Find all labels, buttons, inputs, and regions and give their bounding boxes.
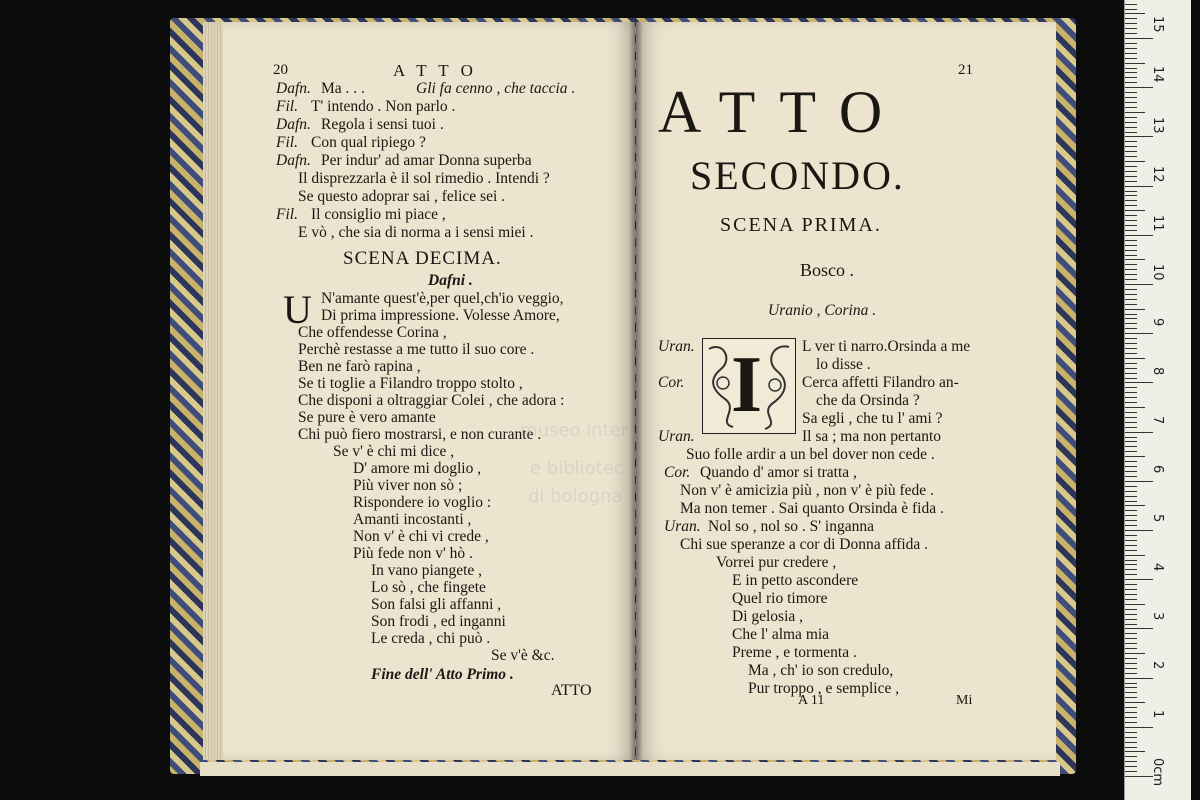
- ruler-tick: [1125, 761, 1137, 762]
- ruler-tick: [1125, 63, 1145, 64]
- ruler-tick: [1125, 501, 1137, 502]
- ruler-tick: [1125, 604, 1145, 605]
- speaker: Fil.: [276, 98, 298, 115]
- act-title: ATTO: [658, 79, 907, 145]
- ruler-tick: [1125, 122, 1137, 123]
- ruler-tick: [1125, 437, 1137, 438]
- signature-mark: A 11: [798, 693, 825, 708]
- ruler-tick: [1125, 525, 1137, 526]
- page-edge: [203, 22, 223, 760]
- scene-heading: SCENA DECIMA.: [343, 248, 502, 269]
- ruler-tick: [1125, 18, 1137, 19]
- watermark-line: e bibliotec: [530, 458, 624, 479]
- ruler-tick: [1125, 112, 1145, 113]
- verse-line: Se ti toglie a Filandro troppo stolto ,: [298, 375, 523, 392]
- ruler-tick: [1125, 141, 1137, 142]
- ruler-tick: [1125, 727, 1153, 728]
- ruler-tick: [1125, 476, 1137, 477]
- ruler-tick: [1125, 156, 1137, 157]
- ruler-tick: [1125, 589, 1137, 590]
- line-text: Che l' alma mia: [732, 626, 830, 643]
- ruler-tick: [1125, 181, 1137, 182]
- ruler-tick: [1125, 33, 1137, 34]
- verse-line: Chi può fiero mostrarsi, e non curante .: [298, 426, 542, 443]
- stage-direction: Gli fa cenno , che taccia .: [416, 80, 576, 97]
- ruler-tick: [1125, 422, 1137, 423]
- ruler-tick: [1125, 363, 1137, 364]
- line-text: Il consiglio mi piace ,: [311, 206, 446, 223]
- ruler-tick: [1125, 569, 1137, 570]
- ruler-tick: [1125, 427, 1137, 428]
- ruler-tick: [1125, 461, 1137, 462]
- speaker: Dafn.: [276, 116, 311, 133]
- drop-cap: U: [283, 287, 312, 332]
- scene-heading: SCENA PRIMA.: [720, 214, 882, 236]
- ruler-tick: [1125, 515, 1137, 516]
- line-text: Quando d' amor si tratta ,: [700, 464, 857, 481]
- speaker: Dafn.: [276, 80, 311, 97]
- verse-line: Amanti incostanti ,: [353, 511, 472, 528]
- characters: Uranio , Corina .: [768, 302, 877, 319]
- ruler-tick: [1125, 318, 1137, 319]
- line-text: Non v' è amicizia più , non v' è più fede .: [680, 482, 934, 499]
- ruler-tick: [1125, 132, 1137, 133]
- speaker: Cor.: [658, 374, 685, 391]
- line-text: Suo folle ardir a un bel dover non cede .: [686, 446, 935, 463]
- ruler-tick: [1125, 43, 1137, 44]
- ruler-tick: [1125, 92, 1137, 93]
- watermark-line: museo inter: [520, 420, 629, 441]
- ruler-tick: [1125, 594, 1137, 595]
- verse-line: Le creda , chi può .: [371, 630, 491, 647]
- ruler-tick: [1125, 747, 1137, 748]
- measurement-ruler: [1124, 0, 1191, 800]
- ruler-tick: [1125, 491, 1137, 492]
- ruler-tick: [1125, 68, 1137, 69]
- catchword: ATTO: [551, 682, 592, 699]
- verse-line: Che disponi a oltraggiar Colei , che adora :: [298, 392, 565, 409]
- line-text: Nol so , nol so . S' inganna: [708, 518, 874, 535]
- ruler-tick: [1125, 471, 1137, 472]
- line-text: Di gelosia ,: [732, 608, 804, 625]
- ruler-tick: [1125, 245, 1137, 246]
- ruler-tick: [1125, 378, 1137, 379]
- speaker: Uran.: [664, 518, 701, 535]
- ruler-tick: [1125, 255, 1137, 256]
- ruler-number: 1: [1150, 710, 1165, 719]
- ruler-tick: [1125, 269, 1137, 270]
- ruler-tick: [1125, 407, 1145, 408]
- ruler-tick: [1125, 353, 1137, 354]
- ruler-tick: [1125, 117, 1137, 118]
- ruler-number: 15: [1150, 16, 1165, 33]
- page-number: 21: [958, 62, 973, 78]
- ruler-number: 12: [1150, 166, 1165, 183]
- verse-line: In vano piangete ,: [371, 562, 483, 579]
- ruler-tick: [1125, 382, 1153, 383]
- ruler-tick: [1125, 294, 1137, 295]
- page-number: 20: [273, 62, 288, 78]
- ruler-tick: [1125, 658, 1137, 659]
- verse-line: Perchè restasse a me tutto il suo core .: [298, 341, 535, 358]
- ruler-tick: [1125, 215, 1137, 216]
- verse-line: Più fede non v' hò .: [353, 545, 473, 562]
- ruler-tick: [1125, 776, 1153, 777]
- ruler-tick: [1125, 441, 1137, 442]
- ruler-tick: [1125, 653, 1145, 654]
- end-of-act-note: Fine dell' Atto Primo .: [371, 666, 514, 683]
- line-text: Pur troppo , e semplice ,: [748, 680, 900, 697]
- ruler-tick: [1125, 732, 1137, 733]
- ruler-tick: [1125, 417, 1137, 418]
- ruler-tick: [1125, 456, 1145, 457]
- act-number: SECONDO.: [690, 153, 905, 198]
- ruler-tick: [1125, 692, 1137, 693]
- ruler-tick: [1125, 619, 1137, 620]
- ruler-tick: [1125, 289, 1137, 290]
- ruler-tick: [1125, 737, 1137, 738]
- line-text: Vorrei pur credere ,: [716, 554, 837, 571]
- line-text: Preme , e tormenta .: [732, 644, 857, 661]
- ruler-tick: [1125, 481, 1153, 482]
- ruler-tick: [1125, 599, 1137, 600]
- verse-line: Ben ne farò rapina ,: [298, 358, 421, 375]
- ruler-tick: [1125, 358, 1145, 359]
- ruler-tick: [1125, 97, 1137, 98]
- verse-line: D' amore mi doglio ,: [353, 460, 482, 477]
- line-text: E in petto ascondere: [732, 572, 859, 589]
- line-text: Cerca affetti Filandro an-: [802, 374, 959, 391]
- ruler-number: 8: [1150, 367, 1165, 376]
- ruler-tick: [1125, 176, 1137, 177]
- ruler-tick: [1125, 668, 1137, 669]
- speaker: Fil.: [276, 134, 298, 151]
- verse-line: Son frodi , ed inganni: [371, 613, 506, 630]
- ruler-tick: [1125, 687, 1137, 688]
- setting: Bosco .: [800, 260, 854, 280]
- line-text: Il disprezzarla è il sol rimedio . Intendi ?: [298, 170, 550, 187]
- ruler-unit-label: 0cm: [1150, 758, 1165, 787]
- ruler-tick: [1125, 722, 1137, 723]
- ruler-tick: [1125, 466, 1137, 467]
- watermark-line: di bologna: [528, 486, 623, 507]
- ruler-tick: [1125, 77, 1137, 78]
- ruler-tick: [1125, 235, 1153, 236]
- line-text: L ver ti narro.Orsinda a me: [802, 338, 971, 355]
- ruler-tick: [1125, 53, 1137, 54]
- book-gutter: [630, 22, 642, 760]
- line-text: Se questo adoprar sai , felice sei .: [298, 188, 506, 205]
- ruler-tick: [1125, 87, 1153, 88]
- ruler-tick: [1125, 314, 1137, 315]
- ruler-tick: [1125, 545, 1137, 546]
- ruler-tick: [1125, 171, 1137, 172]
- ruler-tick: [1125, 127, 1137, 128]
- verse-line: Se pure è vero amante: [298, 409, 436, 426]
- ruler-tick: [1125, 451, 1137, 452]
- ruler-tick: [1125, 496, 1137, 497]
- ruler-tick: [1125, 648, 1137, 649]
- ruler-tick: [1125, 136, 1153, 137]
- line-text: lo disse .: [816, 356, 871, 373]
- ruler-tick: [1125, 683, 1137, 684]
- ruler-tick: [1125, 614, 1137, 615]
- ruler-tick: [1125, 643, 1137, 644]
- ruler-tick: [1125, 309, 1145, 310]
- line-text: Ma . . .: [321, 80, 365, 97]
- speaker: Fil.: [276, 206, 298, 223]
- verse-line: Non v' è chi vi crede ,: [353, 528, 489, 545]
- ruler-tick: [1125, 540, 1137, 541]
- ruler-tick: [1125, 146, 1137, 147]
- speaker: Dafn.: [276, 152, 311, 169]
- ruler-tick: [1125, 550, 1137, 551]
- ruler-tick: [1125, 72, 1137, 73]
- ruler-tick: [1125, 205, 1137, 206]
- ruler-tick: [1125, 510, 1137, 511]
- ruler-tick: [1125, 264, 1137, 265]
- ruler-tick: [1125, 240, 1137, 241]
- ruler-tick: [1125, 707, 1137, 708]
- ruler-tick: [1125, 756, 1137, 757]
- ruler-tick: [1125, 333, 1153, 334]
- speaker: Cor.: [664, 464, 691, 481]
- ruler-tick: [1125, 250, 1137, 251]
- ruler-tick: [1125, 505, 1145, 506]
- ruler-tick: [1125, 742, 1137, 743]
- line-text: Regola i sensi tuoi .: [321, 116, 444, 133]
- speaker: Uran.: [658, 428, 695, 445]
- ruler-tick: [1125, 609, 1137, 610]
- ruler-tick: [1125, 274, 1137, 275]
- verse-line: Di prima impressione. Volesse Amore,: [321, 307, 560, 324]
- ruler-tick: [1125, 712, 1137, 713]
- ruler-tick: [1125, 564, 1137, 565]
- ruler-tick: [1125, 200, 1137, 201]
- ruler-tick: [1125, 486, 1137, 487]
- ruler-tick: [1125, 402, 1137, 403]
- verse-line: N'amante quest'è,per quel,ch'io veggio,: [321, 290, 564, 307]
- ruler-tick: [1125, 638, 1137, 639]
- ruler-tick: [1125, 191, 1137, 192]
- ruler-tick: [1125, 343, 1137, 344]
- ruler-tick: [1125, 4, 1137, 5]
- ruler-tick: [1125, 225, 1137, 226]
- line-text: E vò , che sia di norma a i sensi miei .: [298, 224, 534, 241]
- ruler-number: 5: [1150, 514, 1165, 523]
- ruler-tick: [1125, 28, 1137, 29]
- ruler-tick: [1125, 338, 1137, 339]
- ruler-tick: [1125, 446, 1137, 447]
- verse-line: Lo sò , che fingete: [371, 579, 486, 596]
- verse-line: Più viver non sò ;: [353, 477, 463, 494]
- ruler-tick: [1125, 373, 1137, 374]
- ruler-tick: [1125, 663, 1137, 664]
- verse-line: Che offendesse Corina ,: [298, 324, 447, 341]
- left-page: [203, 22, 635, 760]
- speaker: Uran.: [658, 338, 695, 355]
- ruler-tick: [1125, 9, 1137, 10]
- ruler-number: 13: [1150, 117, 1165, 134]
- line-text: Ma non temer . Sai quanto Orsinda è fida .: [680, 500, 944, 517]
- ruler-tick: [1125, 673, 1137, 674]
- ruler-tick: [1125, 304, 1137, 305]
- line-text: Con qual ripiego ?: [311, 134, 426, 151]
- ruler-tick: [1125, 633, 1137, 634]
- verse-line: Se v' è chi mi dice ,: [333, 443, 455, 460]
- ruler-tick: [1125, 348, 1137, 349]
- ruler-tick: [1125, 151, 1137, 152]
- ruler-tick: [1125, 579, 1153, 580]
- ruler-tick: [1125, 678, 1153, 679]
- ruler-number: 6: [1150, 465, 1165, 474]
- ruler-tick: [1125, 82, 1137, 83]
- line-text: T' intendo . Non parlo .: [311, 98, 456, 115]
- ruler-tick: [1125, 574, 1137, 575]
- ruler-tick: [1125, 210, 1145, 211]
- ruler-tick: [1125, 387, 1137, 388]
- page-block-bottom: [200, 762, 1060, 776]
- line-text: Ma , ch' io son credulo,: [748, 662, 894, 679]
- ruler-tick: [1125, 535, 1137, 536]
- line-text: che da Orsinda ?: [816, 392, 920, 409]
- ruler-tick: [1125, 751, 1145, 752]
- ruler-tick: [1125, 560, 1137, 561]
- line-text: Per indur' ad amar Donna superba: [321, 152, 532, 169]
- drop-cap: I: [731, 341, 763, 429]
- ruler-tick: [1125, 13, 1145, 14]
- ruler-tick: [1125, 102, 1137, 103]
- ruler-number: 2: [1150, 661, 1165, 670]
- ruler-number: 4: [1150, 563, 1165, 572]
- ruler-tick: [1125, 412, 1137, 413]
- scene-character: Dafni .: [428, 272, 473, 289]
- line-text: Chi sue speranze a cor di Donna affida .: [680, 536, 929, 553]
- verse-line: Rispondere io voglio :: [353, 494, 492, 511]
- ruler-tick: [1125, 220, 1137, 221]
- ruler-tick: [1125, 392, 1137, 393]
- ruler-tick: [1125, 23, 1137, 24]
- running-head: A T T O: [393, 61, 477, 80]
- ruler-tick: [1125, 766, 1137, 767]
- ruler-tick: [1125, 48, 1137, 49]
- line-text: Il sa ; ma non pertanto: [802, 428, 942, 445]
- ruler-number: 10: [1150, 264, 1165, 281]
- ruler-tick: [1125, 328, 1137, 329]
- ruler-tick: [1125, 259, 1145, 260]
- ruler-number: 3: [1150, 612, 1165, 621]
- ruler-number: 7: [1150, 416, 1165, 425]
- ruler-tick: [1125, 368, 1137, 369]
- ruler-tick: [1125, 58, 1137, 59]
- line-text: Quel rio timore: [732, 590, 828, 607]
- ruler-number: 14: [1150, 66, 1165, 83]
- ruler-tick: [1125, 284, 1153, 285]
- ruler-tick: [1125, 323, 1137, 324]
- ruler-tick: [1125, 195, 1137, 196]
- ruler-tick: [1125, 107, 1137, 108]
- catchword: Mi: [956, 693, 973, 708]
- line-text: Sa egli , che tu l' ami ?: [802, 410, 943, 427]
- ruler-tick: [1125, 520, 1137, 521]
- ruler-tick: [1125, 555, 1145, 556]
- ruler-tick: [1125, 624, 1137, 625]
- decorated-initial: [702, 338, 796, 434]
- ruler-tick: [1125, 628, 1153, 629]
- ruler-tick: [1125, 230, 1137, 231]
- ruler-tick: [1125, 771, 1137, 772]
- ruler-tick: [1125, 38, 1153, 39]
- ruler-tick: [1125, 186, 1153, 187]
- right-page: [636, 22, 1056, 760]
- ruler-tick: [1125, 584, 1137, 585]
- ruler-tick: [1125, 697, 1137, 698]
- ruler-tick: [1125, 299, 1137, 300]
- ruler-number: 9: [1150, 318, 1165, 327]
- ruler-number: 11: [1150, 215, 1165, 232]
- ruler-tick: [1125, 161, 1145, 162]
- verse-line: Se v'è &c.: [491, 647, 555, 664]
- ruler-tick: [1125, 702, 1145, 703]
- ruler-tick: [1125, 397, 1137, 398]
- ruler-tick: [1125, 432, 1153, 433]
- ruler-tick: [1125, 166, 1137, 167]
- ruler-tick: [1125, 717, 1137, 718]
- ruler-tick: [1125, 530, 1153, 531]
- ruler-tick: [1125, 279, 1137, 280]
- verse-line: Son falsi gli affanni ,: [371, 596, 502, 613]
